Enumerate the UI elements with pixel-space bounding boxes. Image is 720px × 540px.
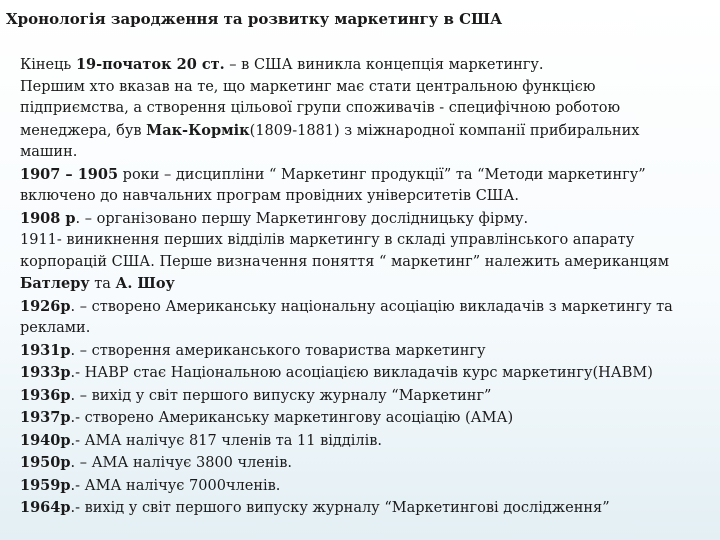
text-run: – в США виникла концепція маркетингу. [224, 57, 544, 73]
text-run: .- АМА налічує 7000членів. [70, 477, 281, 494]
bold-text: 1907 – 1905 [20, 165, 119, 183]
text-run: Кінець [20, 57, 76, 73]
text-line [20, 296, 712, 319]
text-line [20, 186, 712, 208]
text-run: (1809-1881) з міжнародної компанії прибиральних [249, 122, 640, 139]
text-run: включено до навчальних програм провідних університетів США. [20, 188, 519, 204]
bold-text: 1933р [20, 364, 71, 381]
bold-text: Батлеру [20, 275, 90, 292]
text-line [20, 77, 712, 99]
text-run: . – вихід у світ першого випуску журналу “Маркетинг” [70, 387, 492, 404]
text-run: .- НАВР стає Національною асоціацією викладачів курс маркетингу(НАВМ) [70, 365, 653, 381]
text-line [20, 98, 712, 120]
text-line [20, 385, 712, 408]
bold-text: 1959р [20, 476, 71, 494]
bold-text: 1940р [20, 431, 71, 449]
bold-text: 1950р [20, 454, 71, 471]
text-run: 1911- виникнення перших відділів маркетингу в складі управлінського апарату [20, 232, 635, 248]
text-run: роки – дисципліни “ Маркетинг продукції” та “Методи маркетингу” [118, 166, 646, 183]
bold-text: 1931р [20, 341, 71, 359]
text-run: реклами. [20, 320, 91, 336]
text-line [20, 208, 712, 231]
text-line [20, 430, 712, 453]
text-run: .- створено Американську маркетингову асоціацію (АМА) [70, 410, 514, 426]
text-line [20, 475, 712, 498]
slide-title: Хронологія зародження та розвитку маркетингу в США [6, 10, 503, 28]
text-line [20, 54, 712, 77]
text-run: .- АМА налічує 817 членів та 11 відділів. [70, 432, 383, 449]
text-run: менеджера, був [20, 122, 147, 139]
text-run: Першим хто вказав на те, що маркетинг має стати центральною функцією [20, 78, 596, 95]
text-run: . – створено Американську національну асоціацію викладачів з маркетингу та [70, 298, 673, 315]
text-line [20, 142, 712, 164]
text-run: . – створення американського товариства маркетингу [70, 342, 486, 359]
bold-text: 1964р [20, 499, 71, 516]
text-run: . – організовано першу Маркетингову дослідницьку фірму. [75, 210, 529, 227]
text-run: . – АМА налічує 3800 членів. [70, 455, 292, 471]
bold-text: Мак-Кормік [146, 121, 250, 139]
text-line [20, 252, 712, 274]
text-line [20, 273, 712, 296]
bold-text: А. Шоу [115, 275, 175, 292]
text-line [20, 318, 712, 340]
bold-text: 19-початок 20 ст. [75, 56, 225, 73]
text-line [20, 164, 712, 187]
bold-text: 1936р [20, 386, 71, 404]
text-run: .- вихід у світ першого випуску журналу “Маркетингові дослідження” [70, 500, 610, 516]
text-line [20, 340, 712, 363]
text-line [20, 497, 712, 520]
bold-text: 1908 р [20, 209, 76, 227]
text-line [20, 407, 712, 430]
bold-text: 1926р [20, 297, 71, 315]
slide-content [20, 54, 712, 520]
text-run: машин. [20, 144, 78, 160]
text-line [20, 120, 712, 143]
bold-text: 1937р [20, 409, 71, 426]
text-line [20, 452, 712, 475]
text-line [20, 230, 712, 252]
text-line [20, 362, 712, 385]
text-run: та [89, 276, 116, 292]
text-run: корпорацій США. Перше визначення поняття “ маркетинг” належить американцям [20, 253, 669, 270]
text-run: підприємства, а створення цільової групи споживачів - специфічною роботою [20, 100, 621, 116]
